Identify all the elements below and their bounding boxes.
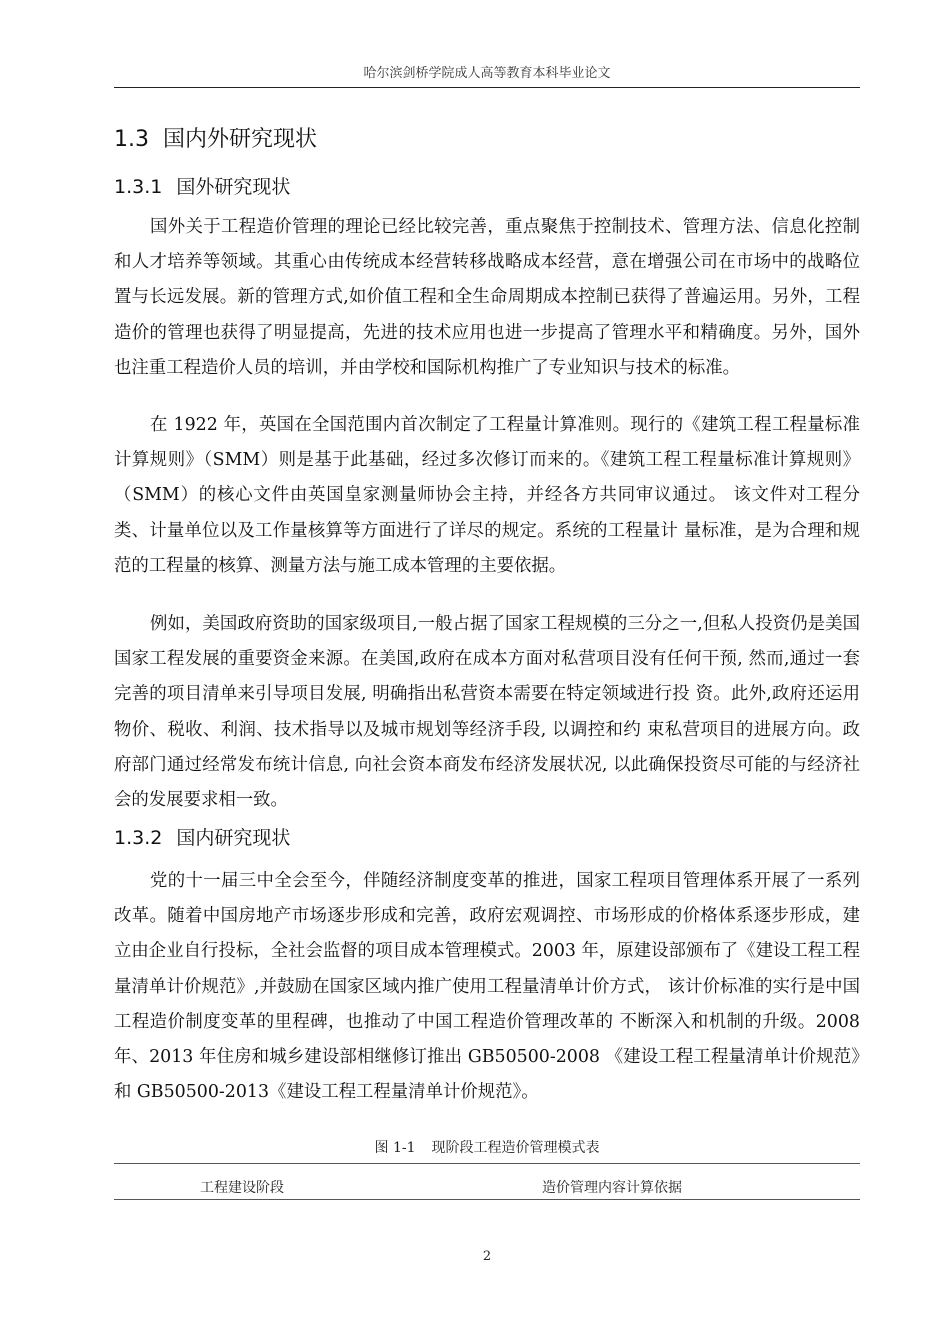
paragraph-foreign-2: 在 1922 年，英国在全国范围内首次制定了工程量计算准则。现行的《建筑工程工程量标准计算规则》（SMM）则是基于此基础，经过多次修订而来的。《建筑工程工程量标准计算规则》（SMM）的核心文件由英国皇家测量师协会主持，并经各方共同审议通过。 该文件对工程分类、计量单位以及工作量核算等方面进行了详尽的规定。系统的工程量计 量标准，是为合理和规范的工程量的核算、测量方法与施工成本管理的主要依据。 — [114, 415, 860, 576]
paragraph-domestic-1: 党的十一届三中全会至今，伴随经济制度变革的推进，国家工程项目管理体系开展了一系列改革。随着中国房地产市场逐步形成和完善，政府宏观调控、市场形成的价格体系逐步形成，建立由企业自行投标，全社会监督的项目成本管理模式。2003 年，原建设部颁布了《建设工程工程量清单计价规范》,并鼓励在国家区域内推广使用工程量清单计价方式， 该计价标准的实行是中国工程造价制度变革的里程碑，也推动了中国工程造价管理改革的 不断深入和机制的升级。2008 年、2013 年住房和城乡建设部相继修订推出 GB50500-2008 《建设工程工程量清单计价规范》和 GB50500-2013《建设工程工程量清单计价规范》。 — [114, 871, 860, 1103]
paragraph-foreign-1: 国外关于工程造价管理的理论已经比较完善，重点聚焦于控制技术、管理方法、信息化控制和人才培养等领域。其重心由传统成本经营转移战略成本经营，意在增强公司在市场中的战略位置与长远发展。新的管理方式,如价值工程和全生命周期成本控制已获得了普遍运用。另外，工程造价的管理也获得了明显提高，先进的技术应用也进一步提高了管理水平和精确度。另外，国外也注重工程造价人员的培训，并由学校和国际机构推广了专业知识与技术的标准。 — [114, 217, 860, 378]
header-rule — [114, 87, 860, 88]
figure-title: 现阶段工程造价管理模式表 — [431, 1140, 600, 1156]
table-header-rule — [114, 1199, 860, 1200]
subsection-heading-domestic — [114, 823, 290, 850]
page-number: 2 — [482, 1249, 492, 1264]
subsection-number: 1.3.1 — [114, 176, 163, 198]
table-header-basis: 造价管理内容计算依据 — [542, 1180, 682, 1196]
figure-number: 图 1-1 — [374, 1140, 416, 1156]
section-number: 1.3 — [114, 127, 149, 152]
running-header: 哈尔滨剑桥学院成人高等教育本科毕业论文 — [363, 66, 611, 81]
paragraph-foreign-3: 例如，美国政府资助的国家级项目,一般占据了国家工程规模的三分之一,但私人投资仍是美国国家工程发展的重要资金来源。在美国,政府在成本方面对私营项目没有任何干预, 然而,通过一套完善的项目清单来引导项目发展, 明确指出私营资本需要在特定领域进行投 资。此外,政府还运用物价、税收、利润、技术指导以及城市规划等经济手段, 以调控和约 束私营项目的进展方向。政府部门通过经常发布统计信息, 向社会资本商发布经济发展状况, 以此确保投资尽可能的与经济社会的发展要求相一致。 — [114, 614, 860, 811]
subsection-heading-foreign — [114, 172, 290, 199]
table-top-rule — [114, 1163, 860, 1164]
section-heading — [114, 122, 317, 153]
subsection-number: 1.3.2 — [114, 827, 163, 849]
subsection-title: 国外研究现状 — [176, 176, 291, 198]
figure-caption — [114, 1137, 860, 1157]
table-header-stage: 工程建设阶段 — [200, 1180, 284, 1196]
subsection-title: 国内研究现状 — [176, 827, 291, 849]
section-title: 国内外研究现状 — [163, 127, 318, 152]
